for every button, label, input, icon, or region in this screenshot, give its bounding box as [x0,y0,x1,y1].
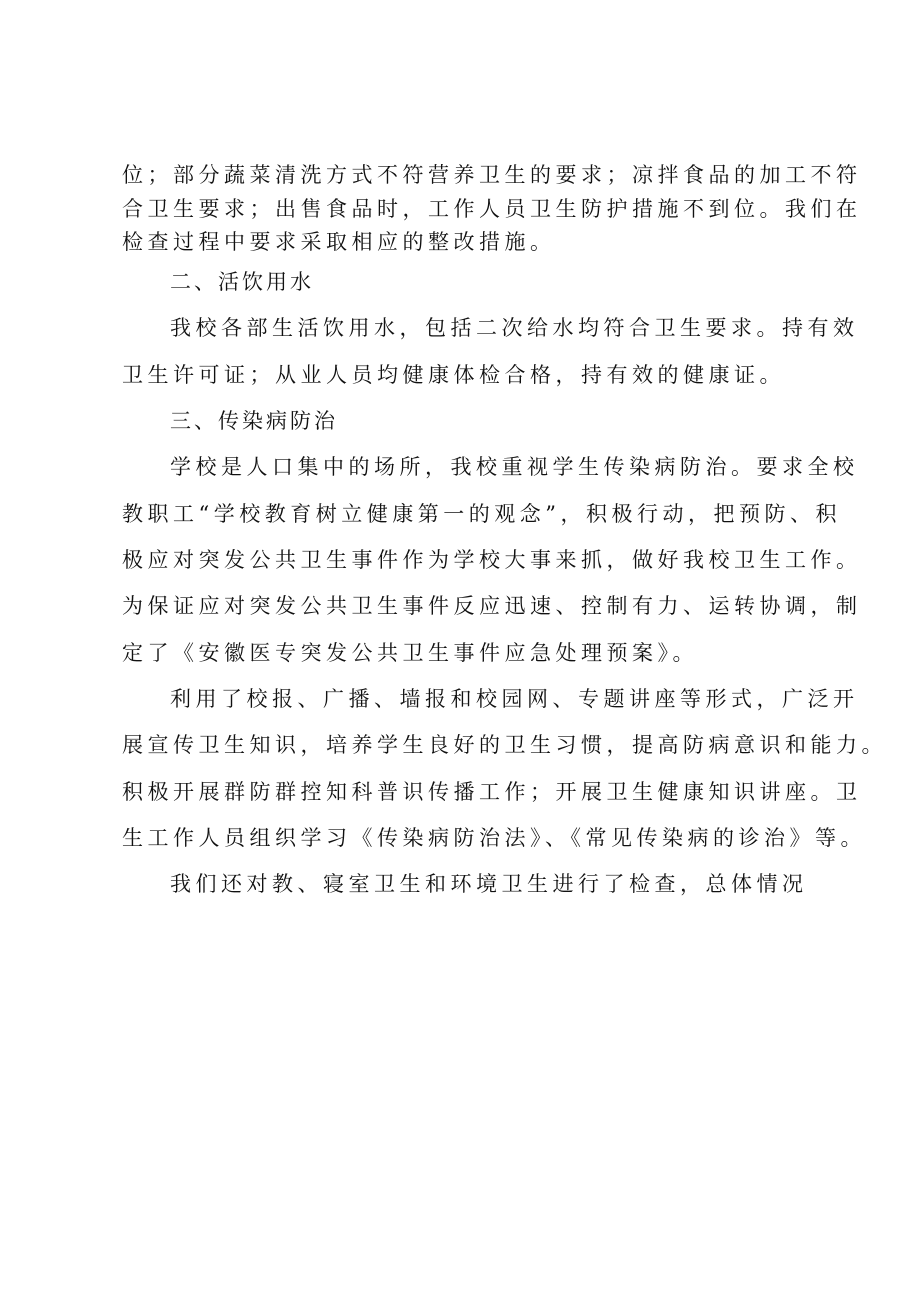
paragraph-line: 合卫生要求；出售食品时，工作人员卫生防护措施不到位。我们在 [122,197,862,221]
paragraph-line: 位；部分蔬菜清洗方式不符营养卫生的要求；凉拌食品的加工不符 [122,163,862,187]
section-heading-drinking-water: 二、活饮用水 [170,270,314,294]
paragraph-line: 生工作人员组织学习《传染病防治法》、《常见传染病的诊治》等。 [122,826,866,850]
paragraph-line: 利用了校报、广播、墙报和校园网、专题讲座等形式，广泛开 [170,687,859,711]
paragraph-line: 检查过程中要求采取相应的整改措施。 [122,230,556,254]
paragraph-line: 为保证应对突发公共卫生事件反应迅速、控制有力、运转协调，制 [122,594,862,618]
paragraph-line: 积极开展群防群控知科普识传播工作；开展卫生健康知识讲座。卫 [122,780,862,804]
paragraph-line: 展宣传卫生知识，培养学生良好的卫生习惯，提高防病意识和能力。 [122,733,887,757]
paragraph-line: 卫生许可证；从业人员均健康体检合格，持有效的健康证。 [122,363,785,387]
paragraph-line: 我们还对教、寝室卫生和环境卫生进行了检查，总体情况 [170,872,808,896]
paragraph-line: 定了《安徽医专突发公共卫生事件应急处理预案》。 [122,641,698,665]
paragraph-line: 我校各部生活饮用水，包括二次给水均符合卫生要求。持有效 [170,316,859,340]
paragraph-line: 教职工“学校教育树立健康第一的观念”，积极行动，把预防、积 [122,502,841,526]
paragraph-line: 学校是人口集中的场所，我校重视学生传染病防治。要求全校 [170,455,859,479]
paragraph-line: 极应对突发公共卫生事件作为学校大事来抓，做好我校卫生工作。 [122,548,862,572]
section-heading-disease-prevention: 三、传染病防治 [170,409,338,433]
